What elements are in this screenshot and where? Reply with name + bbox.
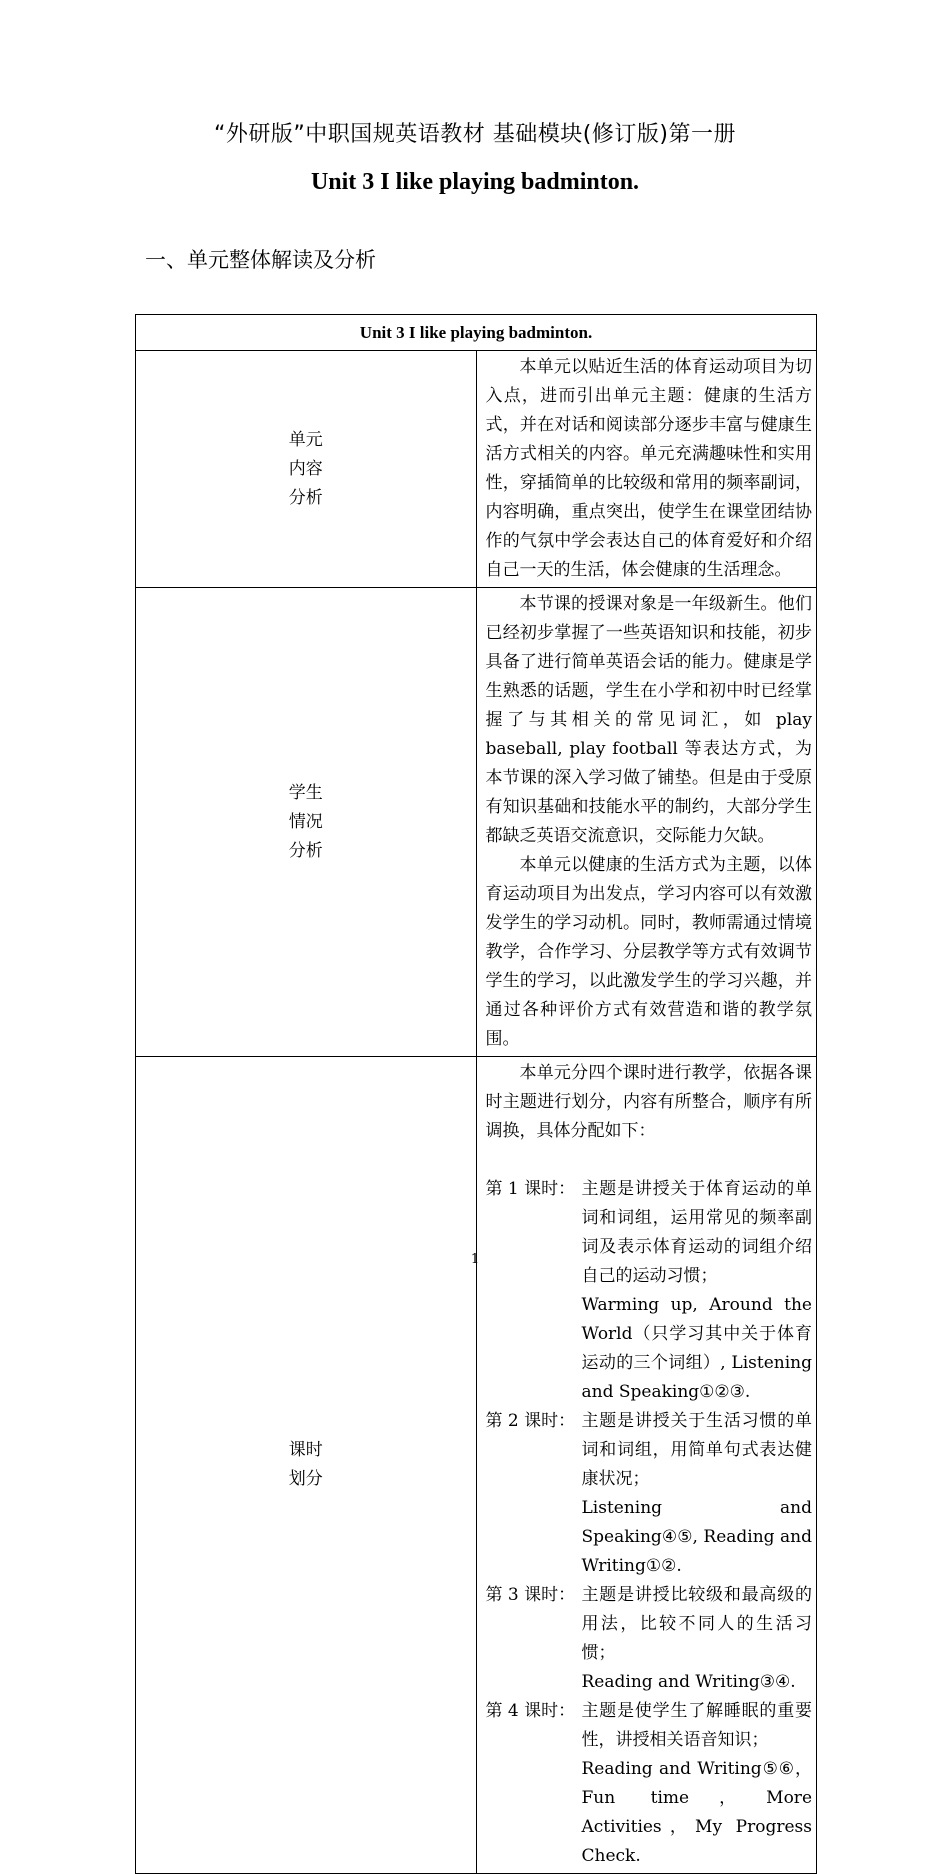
lesson-item: 第 3 课时： 主题是讲授比较级和最高级的用法，比较不同人的生活习惯； Reading and Writing③④. bbox=[485, 1585, 812, 1692]
lesson-item: 第 2 课时： 主题是讲授关于生活习惯的单词和词组，用简单句式表达健康状况； Listening and Speaking④⑤, Reading and Writing①②. bbox=[485, 1411, 812, 1576]
lesson-item: 第 4 课时： 主题是使学生了解睡眠的重要性，讲授相关语音知识； Reading and Writing⑤⑥，Fun time，More Activities，My Progress Check. bbox=[485, 1701, 812, 1866]
table-row bbox=[136, 588, 817, 1057]
row-label-content-analysis: 单元 内容 分析 bbox=[136, 351, 477, 588]
unit-title: Unit 3 I like playing badminton. bbox=[310, 169, 640, 195]
page-number: 1 bbox=[470, 1252, 480, 1267]
lesson-intro: 本单元分四个课时进行教学，依据各课时主题进行划分，内容有所整合，顺序有所调换，具体分配如下： bbox=[485, 1063, 812, 1141]
student-paragraph-2: 本单元以健康的生活方式为主题，以体育运动项目为出发点，学习内容可以有效激发学生的学习动机。同时，教师需通过情境教学，合作学习、分层教学等方式有效调节学生的学习，以此激发学生的学习兴趣，并通过各种评价方式有效营造和谐的教学氛围。 bbox=[485, 855, 812, 1049]
row-label-lesson-division: 课时 划分 bbox=[136, 1057, 477, 1874]
table-title: Unit 3 I like playing badminton. bbox=[136, 315, 817, 351]
table-header-row bbox=[136, 315, 817, 351]
content-analysis-text: 本单元以贴近生活的体育运动项目为切入点，进而引出单元主题：健康的生活方式，并在对话和阅读部分逐步丰富与健康生活方式相关的内容。单元充满趣味性和实用性，穿插简单的比较级和常用的频率副词，内容明确，重点突出，使学生在课堂团结协作的气氛中学会表达自己的体育爱好和介绍自己一天的生活，体会健康的生活理念。 bbox=[476, 351, 817, 588]
student-analysis-text bbox=[476, 588, 817, 1057]
lesson-division-text bbox=[476, 1057, 817, 1874]
table-row bbox=[136, 351, 817, 588]
unit-analysis-table bbox=[135, 314, 817, 1874]
student-paragraph-1: 本节课的授课对象是一年级新生。他们已经初步掌握了一些英语知识和技能，初步具备了进行简单英语会话的能力。健康是学生熟悉的话题，学生在小学和初中时已经掌握了与其相关的常见词汇，如 play baseball, play football 等表达方式，为本节课的深入学习做了铺垫。但是由于受原有知识基础和技能水平的制约，大部分学生都缺乏英语交流意识，交际能力欠缺。 bbox=[485, 594, 812, 846]
section-heading: 一、单元整体解读及分析 bbox=[145, 248, 376, 272]
row-label-student-analysis: 学生 情况 分析 bbox=[136, 588, 477, 1057]
document-title: “外研版”中职国规英语教材 基础模块(修订版)第一册 bbox=[214, 122, 736, 147]
lesson-item: 第 1 课时： 主题是讲授关于体育运动的单词和词组，运用常见的频率副词及表示体育运动的词组介绍自己的运动习惯； Warming up, Around the World（只学习其中关于体育运动的三个词组）, Listening and Speaking①②③. bbox=[485, 1179, 812, 1402]
table-row bbox=[136, 1057, 817, 1874]
